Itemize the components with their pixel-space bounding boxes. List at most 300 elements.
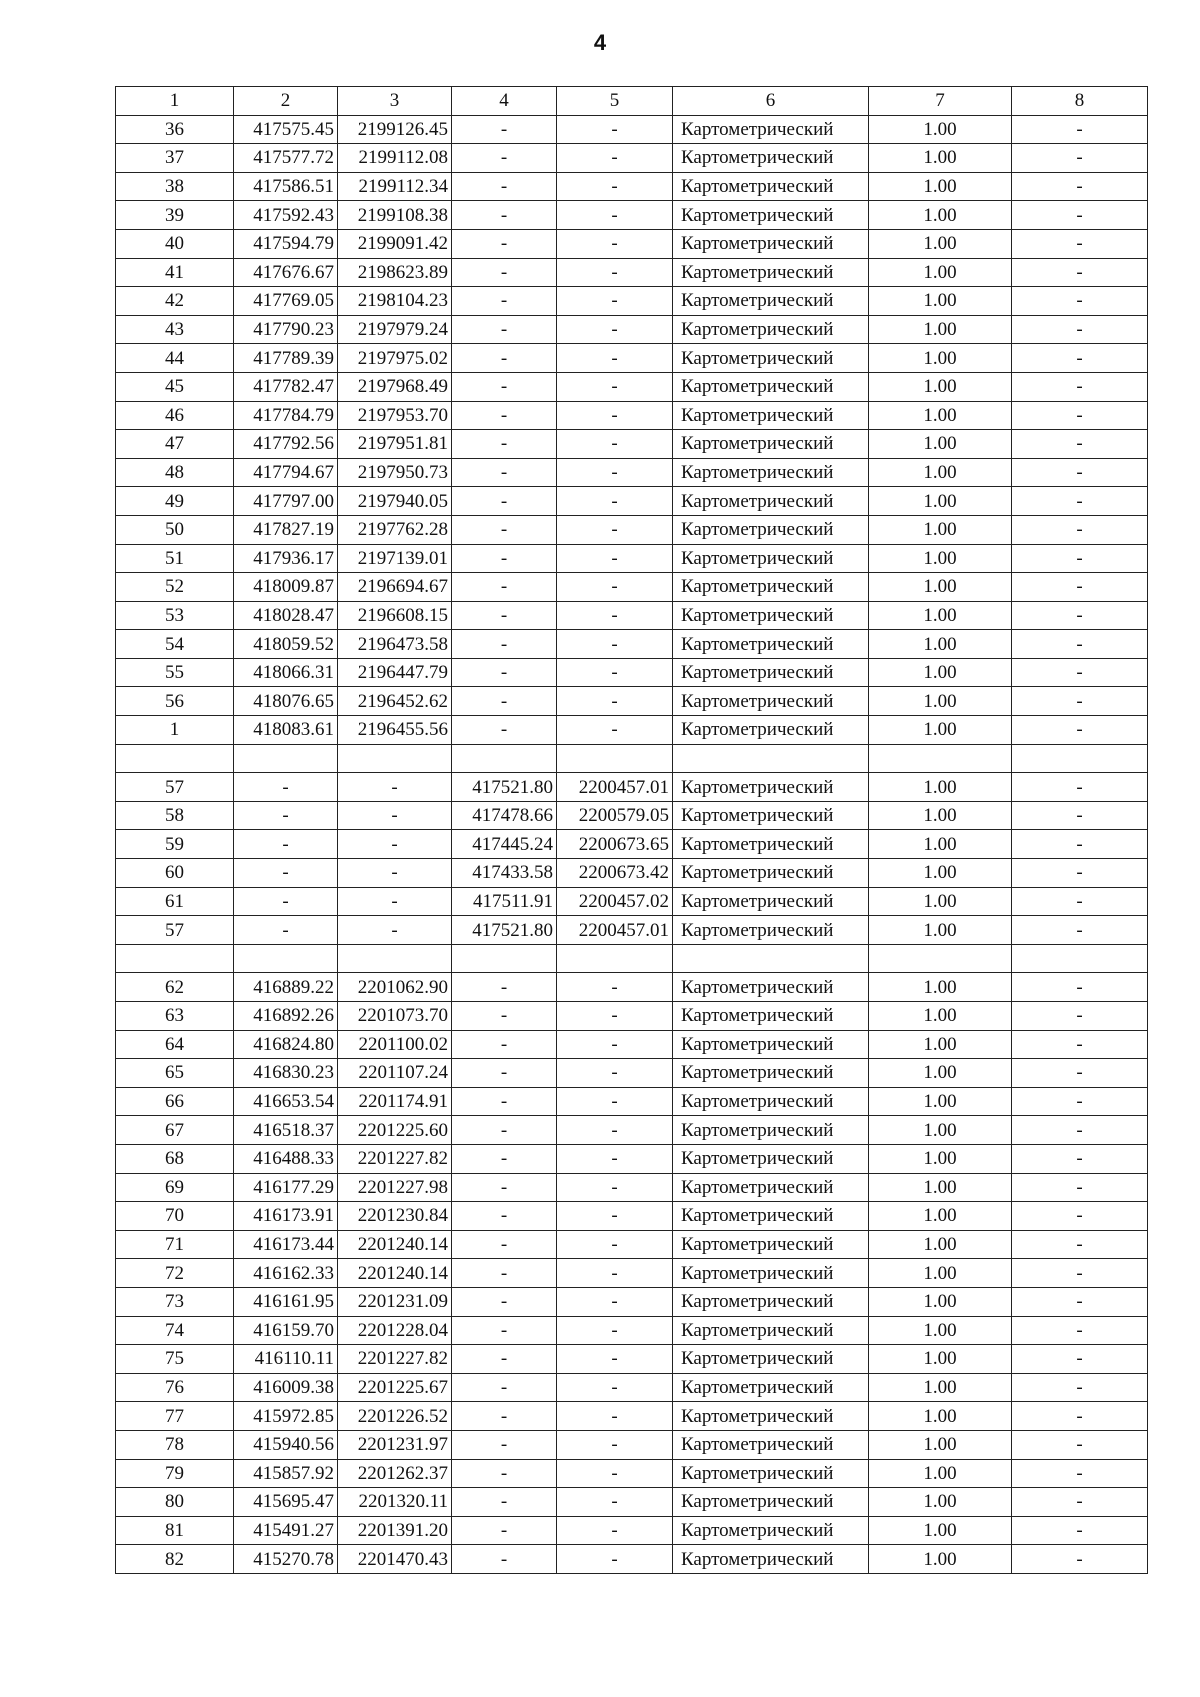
cell-x-coord-alt: 417445.24 xyxy=(452,830,557,859)
cell-y-coord: 2199112.08 xyxy=(338,144,452,173)
cell-x-coord: 416830.23 xyxy=(234,1059,338,1088)
table-row xyxy=(116,1287,1148,1316)
cell-accuracy: 1.00 xyxy=(869,515,1012,544)
cell-y-coord: 2197953.70 xyxy=(338,401,452,430)
cell-y-coord-alt: - xyxy=(557,115,673,144)
cell-note: - xyxy=(1012,1459,1148,1488)
table-row xyxy=(116,372,1148,401)
cell-accuracy: 1.00 xyxy=(869,430,1012,459)
cell-x-coord: 415270.78 xyxy=(234,1545,338,1574)
cell-point-number: 82 xyxy=(116,1545,234,1574)
table-row xyxy=(116,573,1148,602)
cell-y-coord-alt: - xyxy=(557,1345,673,1374)
cell-note: - xyxy=(1012,115,1148,144)
cell-x-coord: 416159.70 xyxy=(234,1316,338,1345)
cell-x-coord-alt: - xyxy=(452,544,557,573)
cell-y-coord-alt: - xyxy=(557,1030,673,1059)
cell-accuracy: 1.00 xyxy=(869,1087,1012,1116)
cell-y-coord: 2201226.52 xyxy=(338,1402,452,1431)
cell-method: Картометрический xyxy=(673,344,869,373)
cell-y-coord-alt xyxy=(557,744,673,773)
cell-y-coord-alt: - xyxy=(557,1173,673,1202)
cell-y-coord-alt: - xyxy=(557,287,673,316)
cell-accuracy: 1.00 xyxy=(869,372,1012,401)
table-row xyxy=(116,1488,1148,1517)
cell-point-number: 76 xyxy=(116,1373,234,1402)
cell-x-coord: 415491.27 xyxy=(234,1516,338,1545)
table-row xyxy=(116,1402,1148,1431)
cell-x-coord xyxy=(234,744,338,773)
cell-y-coord xyxy=(338,744,452,773)
cell-method: Картометрический xyxy=(673,1345,869,1374)
cell-x-coord: 416009.38 xyxy=(234,1373,338,1402)
table-row xyxy=(116,172,1148,201)
table-row xyxy=(116,1059,1148,1088)
cell-y-coord-alt: - xyxy=(557,1230,673,1259)
cell-y-coord xyxy=(338,944,452,973)
cell-y-coord: 2201470.43 xyxy=(338,1545,452,1574)
cell-x-coord-alt: 417521.80 xyxy=(452,773,557,802)
cell-y-coord-alt: - xyxy=(557,430,673,459)
cell-point-number: 47 xyxy=(116,430,234,459)
cell-point-number: 65 xyxy=(116,1059,234,1088)
cell-x-coord-alt xyxy=(452,744,557,773)
cell-accuracy: 1.00 xyxy=(869,1144,1012,1173)
cell-method: Картометрический xyxy=(673,859,869,888)
cell-accuracy: 1.00 xyxy=(869,1316,1012,1345)
cell-accuracy: 1.00 xyxy=(869,1373,1012,1402)
table-separator-row xyxy=(116,944,1148,973)
cell-point-number: 38 xyxy=(116,172,234,201)
column-header-method: 6 xyxy=(673,87,869,116)
cell-y-coord-alt: - xyxy=(557,1516,673,1545)
cell-point-number: 44 xyxy=(116,344,234,373)
cell-x-coord-alt: - xyxy=(452,1259,557,1288)
cell-point-number xyxy=(116,944,234,973)
cell-point-number: 68 xyxy=(116,1144,234,1173)
cell-note: - xyxy=(1012,1545,1148,1574)
cell-note: - xyxy=(1012,458,1148,487)
cell-y-coord: 2197762.28 xyxy=(338,515,452,544)
cell-y-coord-alt: - xyxy=(557,1002,673,1031)
table-row xyxy=(116,916,1148,945)
cell-note: - xyxy=(1012,1230,1148,1259)
cell-note: - xyxy=(1012,1116,1148,1145)
cell-x-coord: 418076.65 xyxy=(234,687,338,716)
cell-method: Картометрический xyxy=(673,773,869,802)
cell-y-coord-alt: - xyxy=(557,1373,673,1402)
cell-y-coord-alt: - xyxy=(557,1087,673,1116)
cell-note: - xyxy=(1012,1430,1148,1459)
cell-note: - xyxy=(1012,573,1148,602)
cell-accuracy: 1.00 xyxy=(869,601,1012,630)
cell-x-coord: 417575.45 xyxy=(234,115,338,144)
cell-y-coord-alt: - xyxy=(557,344,673,373)
cell-y-coord: 2201073.70 xyxy=(338,1002,452,1031)
cell-y-coord-alt xyxy=(557,944,673,973)
cell-x-coord: 417784.79 xyxy=(234,401,338,430)
cell-y-coord-alt: - xyxy=(557,401,673,430)
page-number: 4 xyxy=(593,30,607,55)
cell-x-coord-alt: - xyxy=(452,1059,557,1088)
cell-x-coord-alt: - xyxy=(452,372,557,401)
cell-point-number: 52 xyxy=(116,573,234,602)
cell-method: Картометрический xyxy=(673,687,869,716)
cell-point-number: 73 xyxy=(116,1287,234,1316)
cell-y-coord: 2199091.42 xyxy=(338,229,452,258)
cell-y-coord-alt: 2200457.01 xyxy=(557,916,673,945)
cell-y-coord: 2201225.60 xyxy=(338,1116,452,1145)
cell-note: - xyxy=(1012,658,1148,687)
table-row xyxy=(116,1516,1148,1545)
cell-x-coord-alt: - xyxy=(452,1316,557,1345)
cell-method: Картометрический xyxy=(673,973,869,1002)
cell-x-coord-alt: - xyxy=(452,1545,557,1574)
cell-x-coord: 416173.44 xyxy=(234,1230,338,1259)
cell-note: - xyxy=(1012,1173,1148,1202)
cell-y-coord-alt: - xyxy=(557,1316,673,1345)
cell-x-coord-alt: - xyxy=(452,430,557,459)
cell-x-coord: 416110.11 xyxy=(234,1345,338,1374)
cell-note: - xyxy=(1012,544,1148,573)
cell-x-coord: - xyxy=(234,859,338,888)
cell-y-coord: 2201231.09 xyxy=(338,1287,452,1316)
cell-point-number: 53 xyxy=(116,601,234,630)
cell-point-number: 58 xyxy=(116,801,234,830)
cell-x-coord-alt: - xyxy=(452,201,557,230)
cell-note: - xyxy=(1012,201,1148,230)
cell-method: Картометрический xyxy=(673,115,869,144)
cell-point-number: 54 xyxy=(116,630,234,659)
cell-method: Картометрический xyxy=(673,1002,869,1031)
cell-y-coord-alt: - xyxy=(557,201,673,230)
cell-x-coord-alt: - xyxy=(452,1202,557,1231)
cell-method: Картометрический xyxy=(673,1316,869,1345)
cell-x-coord: - xyxy=(234,773,338,802)
cell-method: Картометрический xyxy=(673,630,869,659)
column-header-y-coord-alt: 5 xyxy=(557,87,673,116)
cell-accuracy: 1.00 xyxy=(869,1430,1012,1459)
cell-note: - xyxy=(1012,916,1148,945)
cell-note: - xyxy=(1012,801,1148,830)
cell-accuracy: 1.00 xyxy=(869,716,1012,745)
cell-accuracy: 1.00 xyxy=(869,1202,1012,1231)
cell-method xyxy=(673,744,869,773)
cell-method: Картометрический xyxy=(673,144,869,173)
cell-y-coord: 2201225.67 xyxy=(338,1373,452,1402)
cell-point-number: 43 xyxy=(116,315,234,344)
cell-note: - xyxy=(1012,372,1148,401)
cell-x-coord: 416173.91 xyxy=(234,1202,338,1231)
table-row xyxy=(116,658,1148,687)
cell-accuracy: 1.00 xyxy=(869,1459,1012,1488)
cell-note: - xyxy=(1012,601,1148,630)
column-header-x-coord-alt: 4 xyxy=(452,87,557,116)
cell-method: Картометрический xyxy=(673,1173,869,1202)
cell-point-number: 78 xyxy=(116,1430,234,1459)
cell-y-coord: 2196447.79 xyxy=(338,658,452,687)
cell-method: Картометрический xyxy=(673,258,869,287)
cell-accuracy: 1.00 xyxy=(869,1030,1012,1059)
cell-y-coord: 2201107.24 xyxy=(338,1059,452,1088)
cell-method: Картометрический xyxy=(673,201,869,230)
cell-method: Картометрический xyxy=(673,229,869,258)
cell-y-coord: 2201262.37 xyxy=(338,1459,452,1488)
table-row xyxy=(116,687,1148,716)
table-row xyxy=(116,1459,1148,1488)
table-row xyxy=(116,344,1148,373)
cell-x-coord: 416161.95 xyxy=(234,1287,338,1316)
cell-note: - xyxy=(1012,1002,1148,1031)
cell-y-coord-alt: - xyxy=(557,1459,673,1488)
cell-y-coord: 2198104.23 xyxy=(338,287,452,316)
cell-method: Картометрический xyxy=(673,658,869,687)
cell-y-coord-alt: - xyxy=(557,172,673,201)
cell-x-coord xyxy=(234,944,338,973)
cell-x-coord-alt: - xyxy=(452,1459,557,1488)
cell-accuracy: 1.00 xyxy=(869,630,1012,659)
table-row xyxy=(116,1030,1148,1059)
cell-method: Картометрический xyxy=(673,372,869,401)
cell-accuracy: 1.00 xyxy=(869,573,1012,602)
cell-y-coord-alt: - xyxy=(557,1259,673,1288)
cell-point-number: 37 xyxy=(116,144,234,173)
cell-point-number: 61 xyxy=(116,887,234,916)
cell-x-coord: 417936.17 xyxy=(234,544,338,573)
cell-y-coord: 2201231.97 xyxy=(338,1430,452,1459)
cell-y-coord-alt: - xyxy=(557,1402,673,1431)
cell-x-coord: 418009.87 xyxy=(234,573,338,602)
cell-point-number: 50 xyxy=(116,515,234,544)
cell-x-coord: 418028.47 xyxy=(234,601,338,630)
cell-x-coord-alt: - xyxy=(452,487,557,516)
cell-x-coord-alt: - xyxy=(452,1430,557,1459)
table-separator-row xyxy=(116,744,1148,773)
cell-note: - xyxy=(1012,1316,1148,1345)
cell-point-number: 77 xyxy=(116,1402,234,1431)
cell-y-coord-alt: - xyxy=(557,544,673,573)
cell-y-coord: 2197940.05 xyxy=(338,487,452,516)
cell-y-coord-alt: - xyxy=(557,1488,673,1517)
cell-point-number: 42 xyxy=(116,287,234,316)
cell-x-coord: - xyxy=(234,801,338,830)
cell-y-coord: 2201100.02 xyxy=(338,1030,452,1059)
table-row xyxy=(116,773,1148,802)
cell-y-coord: 2199112.34 xyxy=(338,172,452,201)
cell-x-coord: 418083.61 xyxy=(234,716,338,745)
cell-accuracy: 1.00 xyxy=(869,144,1012,173)
cell-point-number: 57 xyxy=(116,773,234,802)
cell-accuracy: 1.00 xyxy=(869,458,1012,487)
cell-y-coord-alt: 2200579.05 xyxy=(557,801,673,830)
cell-x-coord: - xyxy=(234,916,338,945)
cell-accuracy: 1.00 xyxy=(869,344,1012,373)
cell-y-coord: 2197951.81 xyxy=(338,430,452,459)
cell-y-coord-alt: - xyxy=(557,1545,673,1574)
cell-y-coord: - xyxy=(338,859,452,888)
cell-method: Картометрический xyxy=(673,401,869,430)
cell-x-coord-alt: - xyxy=(452,115,557,144)
table-row xyxy=(116,315,1148,344)
cell-y-coord: 2201230.84 xyxy=(338,1202,452,1231)
cell-x-coord: 416889.22 xyxy=(234,973,338,1002)
cell-point-number: 59 xyxy=(116,830,234,859)
table-row xyxy=(116,1202,1148,1231)
cell-method: Картометрический xyxy=(673,830,869,859)
cell-x-coord: 417792.56 xyxy=(234,430,338,459)
cell-method: Картометрический xyxy=(673,515,869,544)
table-body xyxy=(116,115,1148,1573)
cell-accuracy xyxy=(869,944,1012,973)
cell-point-number xyxy=(116,744,234,773)
cell-method: Картометрический xyxy=(673,887,869,916)
cell-x-coord-alt: - xyxy=(452,601,557,630)
table-row xyxy=(116,544,1148,573)
cell-x-coord: 415972.85 xyxy=(234,1402,338,1431)
cell-x-coord-alt: 417478.66 xyxy=(452,801,557,830)
cell-x-coord-alt: - xyxy=(452,458,557,487)
table-row xyxy=(116,973,1148,1002)
coordinates-table xyxy=(115,86,1148,1574)
cell-note: - xyxy=(1012,1516,1148,1545)
cell-x-coord: 417676.67 xyxy=(234,258,338,287)
column-header-y-coord: 3 xyxy=(338,87,452,116)
cell-point-number: 71 xyxy=(116,1230,234,1259)
cell-y-coord-alt: - xyxy=(557,601,673,630)
cell-note: - xyxy=(1012,401,1148,430)
cell-point-number: 75 xyxy=(116,1345,234,1374)
cell-accuracy: 1.00 xyxy=(869,1402,1012,1431)
cell-x-coord: 416892.26 xyxy=(234,1002,338,1031)
cell-note: - xyxy=(1012,1059,1148,1088)
cell-x-coord: 415940.56 xyxy=(234,1430,338,1459)
cell-accuracy: 1.00 xyxy=(869,1002,1012,1031)
table-header-row xyxy=(116,87,1148,116)
cell-y-coord: 2196473.58 xyxy=(338,630,452,659)
cell-accuracy: 1.00 xyxy=(869,658,1012,687)
cell-method: Картометрический xyxy=(673,487,869,516)
cell-method: Картометрический xyxy=(673,315,869,344)
cell-note: - xyxy=(1012,1287,1148,1316)
cell-y-coord-alt: - xyxy=(557,1430,673,1459)
cell-note: - xyxy=(1012,859,1148,888)
cell-x-coord: 417592.43 xyxy=(234,201,338,230)
cell-point-number: 56 xyxy=(116,687,234,716)
cell-x-coord: 418059.52 xyxy=(234,630,338,659)
table-row xyxy=(116,515,1148,544)
cell-note: - xyxy=(1012,487,1148,516)
cell-y-coord: 2197139.01 xyxy=(338,544,452,573)
cell-x-coord-alt: - xyxy=(452,687,557,716)
cell-point-number: 79 xyxy=(116,1459,234,1488)
cell-y-coord-alt: 2200457.02 xyxy=(557,887,673,916)
table-row xyxy=(116,601,1148,630)
table-row xyxy=(116,1116,1148,1145)
table-row xyxy=(116,1545,1148,1574)
cell-x-coord-alt: 417433.58 xyxy=(452,859,557,888)
cell-x-coord: 416177.29 xyxy=(234,1173,338,1202)
cell-y-coord: 2201240.14 xyxy=(338,1230,452,1259)
cell-note: - xyxy=(1012,315,1148,344)
cell-accuracy: 1.00 xyxy=(869,229,1012,258)
cell-accuracy: 1.00 xyxy=(869,1516,1012,1545)
cell-x-coord: 417789.39 xyxy=(234,344,338,373)
cell-x-coord-alt: 417521.80 xyxy=(452,916,557,945)
cell-method: Картометрический xyxy=(673,1459,869,1488)
cell-x-coord-alt: - xyxy=(452,287,557,316)
cell-x-coord-alt: 417511.91 xyxy=(452,887,557,916)
cell-method: Картометрический xyxy=(673,1430,869,1459)
cell-y-coord-alt: 2200673.42 xyxy=(557,859,673,888)
cell-point-number: 67 xyxy=(116,1116,234,1145)
column-header-x-coord: 2 xyxy=(234,87,338,116)
cell-point-number: 60 xyxy=(116,859,234,888)
cell-note: - xyxy=(1012,144,1148,173)
cell-y-coord: 2196608.15 xyxy=(338,601,452,630)
cell-accuracy: 1.00 xyxy=(869,916,1012,945)
cell-point-number: 48 xyxy=(116,458,234,487)
cell-method: Картометрический xyxy=(673,1402,869,1431)
cell-point-number: 62 xyxy=(116,973,234,1002)
cell-note: - xyxy=(1012,716,1148,745)
cell-accuracy: 1.00 xyxy=(869,258,1012,287)
cell-x-coord: 417577.72 xyxy=(234,144,338,173)
cell-x-coord-alt: - xyxy=(452,1230,557,1259)
cell-y-coord: 2201240.14 xyxy=(338,1259,452,1288)
cell-y-coord-alt: - xyxy=(557,458,673,487)
table-row xyxy=(116,801,1148,830)
cell-accuracy: 1.00 xyxy=(869,687,1012,716)
cell-note: - xyxy=(1012,1030,1148,1059)
table-row xyxy=(116,144,1148,173)
table-row xyxy=(116,1173,1148,1202)
cell-accuracy: 1.00 xyxy=(869,1116,1012,1145)
cell-x-coord: 416488.33 xyxy=(234,1144,338,1173)
cell-accuracy: 1.00 xyxy=(869,1230,1012,1259)
table-row xyxy=(116,258,1148,287)
cell-x-coord-alt: - xyxy=(452,630,557,659)
cell-accuracy: 1.00 xyxy=(869,973,1012,1002)
cell-x-coord-alt: - xyxy=(452,315,557,344)
cell-note: - xyxy=(1012,229,1148,258)
cell-x-coord-alt: - xyxy=(452,258,557,287)
cell-x-coord: 417790.23 xyxy=(234,315,338,344)
cell-method: Картометрический xyxy=(673,1059,869,1088)
cell-y-coord-alt: - xyxy=(557,144,673,173)
table-row xyxy=(116,201,1148,230)
cell-x-coord-alt: - xyxy=(452,1373,557,1402)
cell-accuracy: 1.00 xyxy=(869,1059,1012,1088)
cell-y-coord: 2199108.38 xyxy=(338,201,452,230)
cell-accuracy: 1.00 xyxy=(869,544,1012,573)
cell-y-coord: 2201320.11 xyxy=(338,1488,452,1517)
cell-x-coord-alt: - xyxy=(452,515,557,544)
cell-y-coord-alt: - xyxy=(557,973,673,1002)
cell-note: - xyxy=(1012,258,1148,287)
cell-note: - xyxy=(1012,830,1148,859)
cell-accuracy: 1.00 xyxy=(869,773,1012,802)
cell-note: - xyxy=(1012,430,1148,459)
cell-x-coord: - xyxy=(234,830,338,859)
cell-y-coord: 2197950.73 xyxy=(338,458,452,487)
cell-x-coord: 416518.37 xyxy=(234,1116,338,1145)
cell-method: Картометрический xyxy=(673,1144,869,1173)
table-row xyxy=(116,1259,1148,1288)
cell-x-coord: 415857.92 xyxy=(234,1459,338,1488)
cell-x-coord: 417769.05 xyxy=(234,287,338,316)
cell-x-coord-alt: - xyxy=(452,1144,557,1173)
cell-y-coord-alt: - xyxy=(557,487,673,516)
